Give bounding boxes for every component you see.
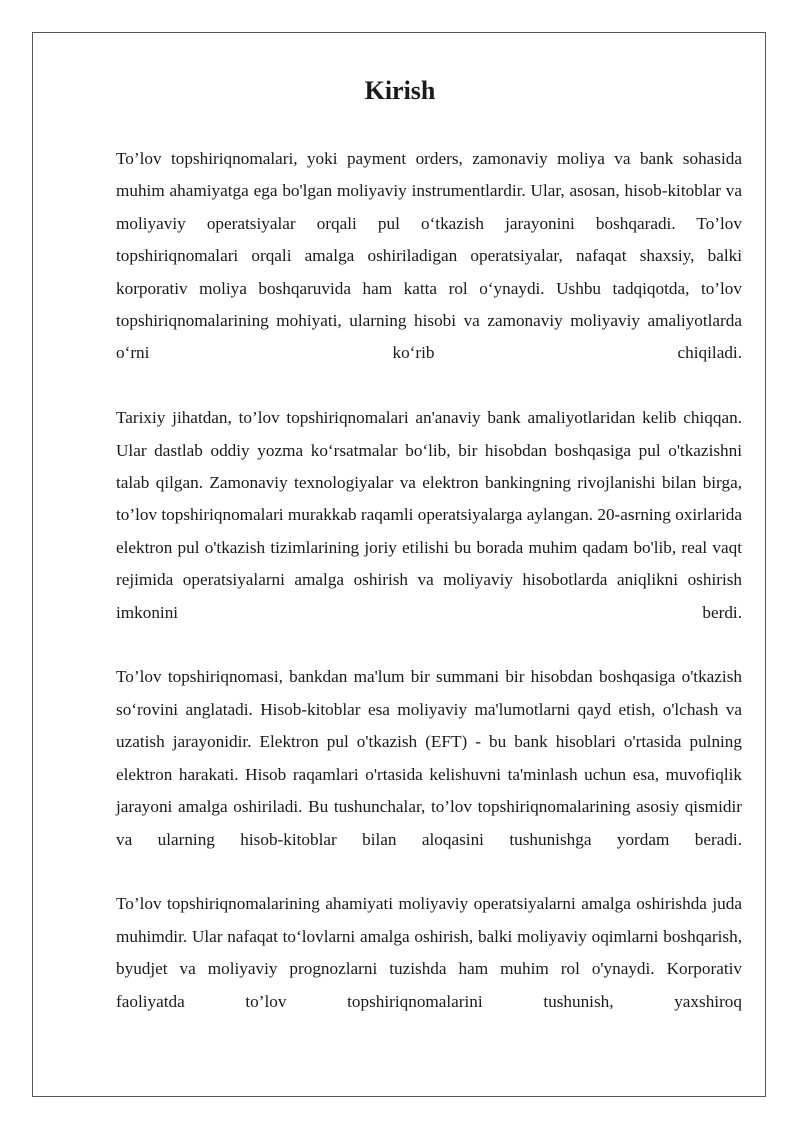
paragraph-importance: To’lov topshiriqnomalarining ahamiyati moliyaviy operatsiyalarni amalga oshirishda juda muhimdir. Ular nafaqat to‘lovlarni amalga oshirish, balki moliyaviy oqimlarni boshqarish, byudjet va moliyaviy prognozlarni tuzishda ham muhim rol o'ynaydi. Korporativ faoliyatda to’lov topshiriqnomalarini tushunish, yaxshiroq (116, 894, 742, 1011)
paragraph-history: Tarixiy jihatdan, to’lov topshiriqnomalari an'anaviy bank amaliyotlaridan kelib chiqqan. Ular dastlab oddiy yozma ko‘rsatmalar bo‘lib, bir hisobdan boshqasiga pul o'tkazishni talab qilgan. Zamonaviy texnologiyalar va elektron bankingning rivojlanishi bilan birga, to’lov topshiriqnomalari murakkab raqamli operatsiyalarga aylangan. 20-asrning oxirlarida elektron pul o'tkazish tizimlarining joriy etilishi bu borada muhim qadam bo'lib, real vaqt rejimida operatsiyalarni amalga oshirish va moliyaviy hisobotlarda aniqlikni oshirish imkonini berdi. (116, 408, 742, 622)
page-title: Kirish (364, 76, 436, 105)
paragraph-definitions: To’lov topshiriqnomasi, bankdan ma'lum bir summani bir hisobdan boshqasiga o'tkazish so‘rovini anglatadi. Hisob-kitoblar esa moliyaviy ma'lumotlarni qayd etish, o'lchash va uzatish jarayonidir. Elektron pul o'tkazish (EFT) - bu bank hisoblari o'rtasida pulning elektron harakati. Hisob raqamlari o'rtasida kelishuvni ta'minlash uchun esa, muvofiqlik jarayoni amalga oshiriladi. Bu tushunchalar, to’lov topshiriqnomalarining asosiy qismidir va ularning hisob-kitoblar bilan aloqasini tushunishga yordam beradi. (116, 667, 742, 849)
document-body (116, 143, 742, 1018)
paragraph-intro: To’lov topshiriqnomalari, yoki payment orders, zamonaviy moliya va bank sohasida muhim ahamiyatga ega bo'lgan moliyaviy instrumentlardir. Ular, asosan, hisob-kitoblar va moliyaviy operatsiyalar orqali pul o‘tkazish jarayonini boshqaradi. To’lov topshiriqnomalari orqali amalga oshiriladigan operatsiyalar, nafaqat shaxsiy, balki korporativ moliya boshqaruvida ham katta rol o‘ynaydi. Ushbu tadqiqotda, to’lov topshiriqnomalarining mohiyati, ularning hisobi va zamonaviy moliyaviy amaliyotlarda o‘rni ko‘rib chiqiladi. (116, 149, 742, 363)
